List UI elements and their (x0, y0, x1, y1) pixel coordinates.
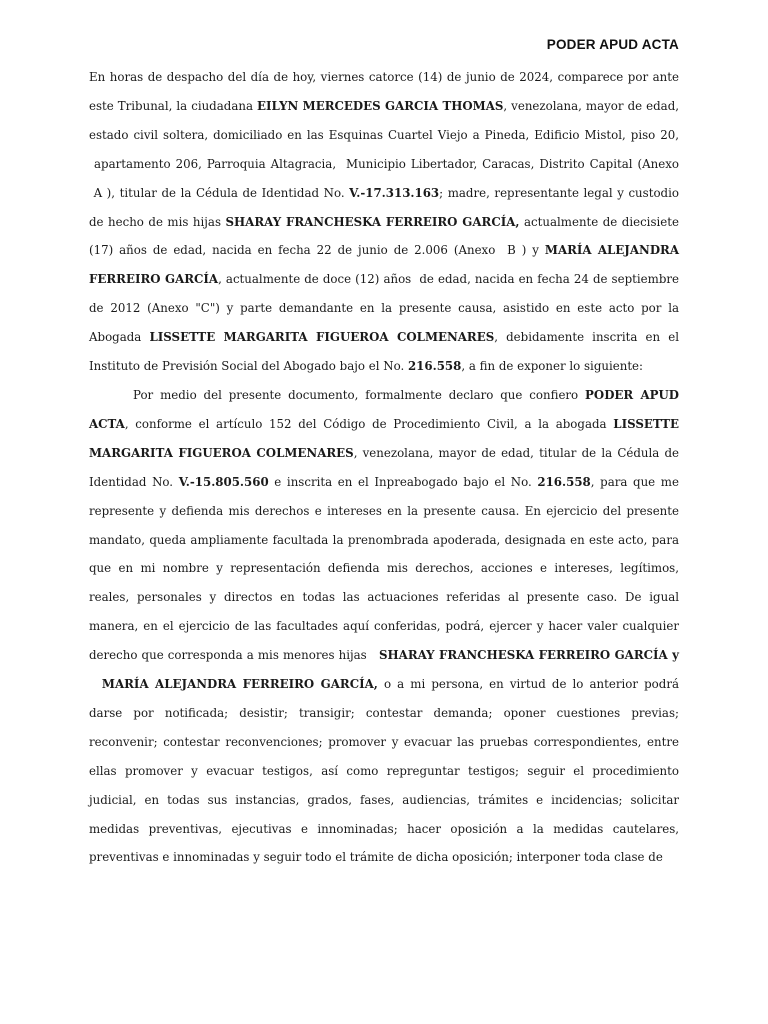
document-body (89, 63, 679, 872)
text-run: o a mi persona, en virtud de lo anterior podrá darse por notificada; desistir; transigir; contestar demanda; oponer cuestiones previas; reconvenir; contestar reconvenciones; promover y evacuar las pruebas correspondientes, entre ellas promover y evacuar testigos, así como repreguntar testigos; seguir el procedimiento judicial, en todas sus instancias, grados, fases, audiencias, trámites e incidencias; solicitar medidas preventivas, ejecutivas e innominadas; hacer oposición a la medidas cautelares, preventivas e innominadas y seguir todo el trámite de dicha oposición; interponer toda clase de (89, 677, 679, 865)
text-run: Por medio del presente documento, formalmente declaro que confiero (133, 387, 586, 402)
text-run: actualmente de diecisiete (17) años de edad, nacida en fecha 22 de junio de 2.006 (Anexo B ) y (89, 214, 679, 258)
text-run: , conforme el artículo 152 del Código de Procedimiento Civil, a la abogada (124, 416, 614, 431)
paragraph-power-grant (89, 381, 679, 872)
bold-run: MARÍA ALEJANDRA FERREIRO GARCÍA (89, 243, 680, 287)
document-title: PODER APUD ACTA (546, 37, 679, 52)
text-run: En horas de despacho del día de hoy, viernes catorce (14) de junio de 2024, comparece por ante este Tribunal, la ciudadana (89, 70, 679, 113)
bold-run: SHARAY FRANCHESKA FERREIRO GARCÍA, (225, 214, 520, 229)
bold-run: PODER APUD ACTA (89, 387, 679, 431)
bold-run: 216.558 (537, 474, 591, 489)
paragraph-appearance (89, 63, 679, 381)
bold-run: LISSETTE MARGARITA FIGUEROA COLMENARES (149, 330, 495, 345)
bold-run: 216.558 (407, 359, 462, 374)
text-run: , a fin de exponer lo siguiente: (461, 359, 644, 374)
bold-run: EILYN MERCEDES GARCIA THOMAS (257, 98, 504, 113)
text-run: e inscrita en el Inpreabogado bajo el No. (268, 474, 538, 489)
text-run: , actualmente de doce (12) años de edad, nacida en fecha 24 de septiembre de 2012 (Anexo "C") y parte demandante en la presente causa, asistido en este acto por la Abogada (89, 272, 680, 345)
text-run: , venezolana, mayor de edad, titular de la Cédula de Identidad No. (89, 445, 679, 489)
bold-run: V.-17.313.163 (349, 185, 440, 200)
text-run: , para que me represente y defienda mis derechos e intereses en la presente causa. En ejercicio del presente mandato, queda ampliamente facultada la prenombrada apoderada, designada en este acto, para que en mi nombre y representación defienda mis derechos, acciones e intereses, legítimos, reales, personales y directos en todas las actuaciones referidas al presente caso. De igual manera, en el ejercicio de las facultades aquí conferidas, podrá, ejercer y hacer valer cualquier derecho que corresponda a mis menores hijas (89, 474, 679, 663)
text-run: , debidamente inscrita en el Instituto de Previsión Social del Abogado bajo el No. (89, 330, 679, 374)
text-run: , venezolana, mayor de edad, estado civil soltera, domiciliado en las Esquinas Cuartel Viejo a Pineda, Edificio Mistol, piso 20, apartamento 206, Parroquia Altagracia, Municipio Libertador, Caracas, Distrito Capital (Anexo A ), titular de la Cédula de Identidad No. (89, 98, 679, 200)
bold-run: SHARAY FRANCHESKA FERREIRO GARCÍA y MARÍA ALEJANDRA FERREIRO GARCÍA, (89, 648, 680, 692)
bold-run: V.-15.805.560 (178, 474, 269, 489)
text-run: ; madre, representante legal y custodio de hecho de mis hijas (89, 185, 679, 229)
bold-run: LISSETTE MARGARITA FIGUEROA COLMENARES (89, 416, 679, 460)
